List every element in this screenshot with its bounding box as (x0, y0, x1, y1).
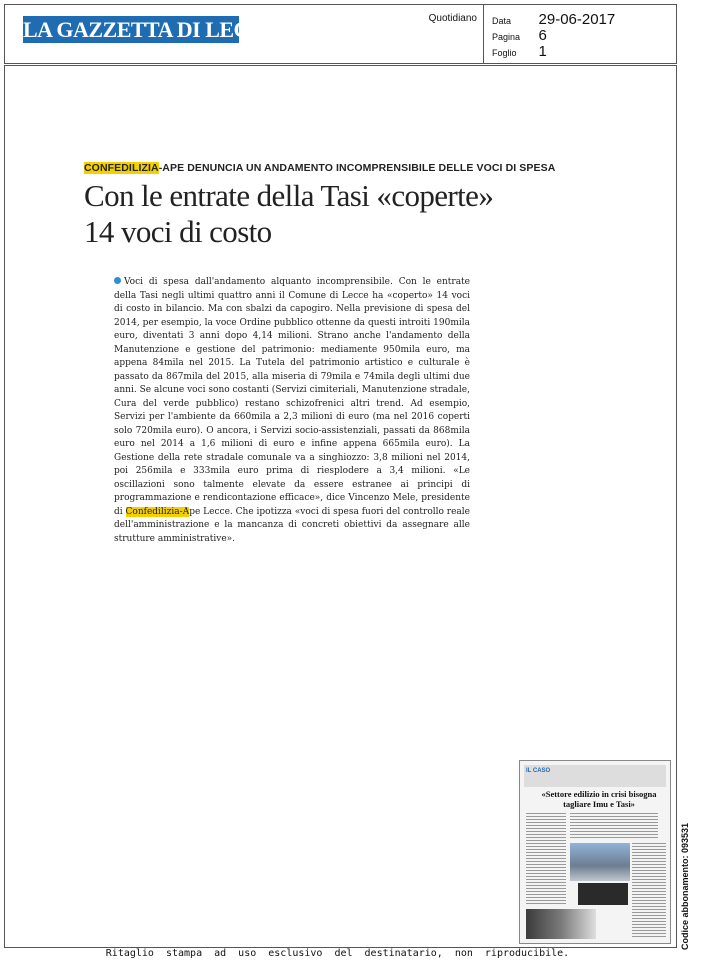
bullet-icon (114, 277, 121, 284)
kicker-highlight: CONFEDILIZIA (84, 162, 159, 174)
thumbnail-photo (570, 843, 630, 881)
thumbnail-text-column (570, 813, 658, 839)
footer-notice: Ritaglio stampa ad uso esclusivo del destinatario, non riproducibile. (105, 948, 570, 959)
article-body (114, 276, 470, 546)
meta-value: 1 (538, 43, 547, 60)
body-text-part2: pe Lecce. Che ipotizza «voci di spesa fuori del controllo reale dell'amministrazione e la mancanza di concreti obiettivi da assegnare alle strutture amministrative». (114, 506, 470, 544)
meta-label: Foglio (492, 48, 517, 58)
article-kicker (84, 162, 555, 174)
meta-row-pagina (492, 27, 547, 44)
publication-type: Quotidiano (428, 13, 477, 24)
header-frame (4, 4, 484, 64)
thumbnail-photo (526, 909, 596, 939)
body-text-part1: Voci di spesa dall'andamento alquanto incomprensibile. Con le entrate della Tasi negli ultimi quattro anni il Comune di Lecce ha «coperto» 14 voci di costo in bilancio. Ma con sbalzi da capogiro. Nella previsione di spesa del 2014, per esempio, la voce Ordine pubblico ottenne da questi introiti 190mila euro, diventati 3 anni dopo 4,14 milioni. Strano anche l'andamento della Manutenzione e gestione del patrimonio: mediamente 950mila euro, ma appena 84mila nel 2015. La Tutela del patrimonio artistico e culturale è passato da 867mila del 2015, alla miseria di 79mila e 74mila degli ultimi due anni. Se alcune voci sono costanti (Servizi cimiteriali, Manutenzione stradale, Cura del verde pubblico) restano schizofrenici altri trend. Ad esempio, Servizi per l'ambiente da 660mila a 2,3 milioni di euro (ma nel 2016 coperti solo 720mila euro). O ancora, i Servizi socio-assistenziali, passati da 868mila euro nel 2014 a 1,6 milioni di euro e infine appena 665mila euro). La Gestione della rete stradale comunale va a singhiozzo: 3,8 milioni nel 2014, poi 256mila e 333mila euro prima di riesplodere a 3,4 milioni. «Le oscillazioni sono talmente elevate da essere estranee ai principi di programmazione e rendicontazione efficace», dice Vincenzo Mele, presidente di (114, 277, 470, 517)
meta-value: 29-06-2017 (538, 11, 616, 28)
thumbnail-headline: «Settore edilizio in crisi bisogna tagliare Imu e Tasi» (541, 789, 657, 809)
thumbnail-text-column (526, 813, 566, 905)
meta-row-foglio (492, 43, 547, 60)
subscription-code: Codice abbonamento: 093531 (680, 822, 690, 950)
thumbnail-text-column (632, 843, 666, 939)
meta-frame (483, 4, 677, 64)
newspaper-logo: LA GAZZETTA DI LECCE (23, 17, 279, 42)
meta-row-data (492, 11, 615, 28)
thumbnail-tag: IL CASO (526, 768, 551, 774)
thumbnail-photo (578, 883, 628, 905)
article-title: Con le entrate della Tasi «coperte» 14 voci di costo (84, 178, 494, 249)
meta-label: Pagina (492, 32, 521, 42)
kicker-text: -APE DENUNCIA UN ANDAMENTO INCOMPRENSIBILE DELLE VOCI DI SPESA (158, 162, 556, 174)
page-thumbnail (519, 760, 671, 944)
body-highlight: Confedilizia-A (125, 506, 190, 517)
meta-value: 6 (538, 27, 547, 44)
meta-label: Data (492, 16, 512, 26)
